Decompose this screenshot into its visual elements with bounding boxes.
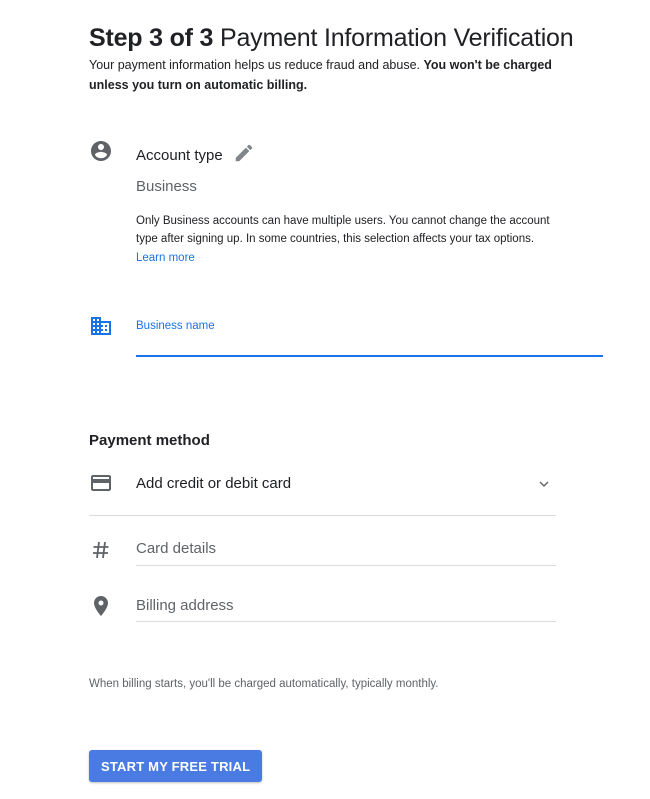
payment-method-dropdown[interactable] xyxy=(89,471,556,501)
chevron-down-icon xyxy=(536,476,552,492)
card-details-row[interactable] xyxy=(89,538,556,566)
account-circle-icon xyxy=(89,139,113,163)
billing-footnote: When billing starts, you'll be charged automatically, typically monthly. xyxy=(89,678,439,690)
account-type-label: Account type xyxy=(136,147,223,164)
business-name-section xyxy=(89,314,556,354)
card-details-divider xyxy=(136,565,556,566)
step-indicator: Step 3 of 3 xyxy=(89,24,214,52)
intro-plain: Your payment information helps us reduce fraud and abuse. xyxy=(89,58,420,72)
intro-bold: You won't be charged unless you turn on automatic billing. xyxy=(89,58,552,92)
business-name-field[interactable] xyxy=(136,318,603,358)
page-title xyxy=(89,22,574,54)
billing-address-field[interactable] xyxy=(136,596,556,616)
building-icon xyxy=(89,314,113,338)
start-free-trial-button[interactable]: START MY FREE TRIAL xyxy=(89,750,262,782)
business-name-input[interactable] xyxy=(136,334,603,354)
payment-verification-page xyxy=(89,22,574,95)
learn-more-link[interactable]: Learn more xyxy=(136,252,195,264)
payment-method-heading: Payment method xyxy=(89,432,210,449)
account-type-content xyxy=(136,142,556,267)
card-details-placeholder: Card details xyxy=(136,540,217,557)
billing-address-placeholder: Billing address xyxy=(136,597,234,614)
card-details-field[interactable] xyxy=(136,539,556,559)
business-name-label: Business name xyxy=(136,320,215,332)
business-name-underline xyxy=(136,355,603,357)
pencil-edit-icon[interactable] xyxy=(233,142,255,164)
payment-method-content xyxy=(136,474,556,494)
hash-icon xyxy=(89,538,113,562)
account-type-note: Only Business accounts can have multiple users. You cannot change the account type after signing up. In some countries, this selection affects your tax options. xyxy=(136,215,550,245)
payment-method-label: Add credit or debit card xyxy=(136,475,292,492)
location-pin-icon xyxy=(89,594,113,618)
account-type-value: Business xyxy=(136,178,197,195)
billing-address-row[interactable] xyxy=(89,594,556,622)
payment-method-divider xyxy=(89,515,556,516)
title-text: Payment Information Verification xyxy=(219,24,574,52)
intro-text xyxy=(89,55,559,95)
billing-address-divider xyxy=(136,621,556,622)
credit-card-icon xyxy=(89,471,113,495)
